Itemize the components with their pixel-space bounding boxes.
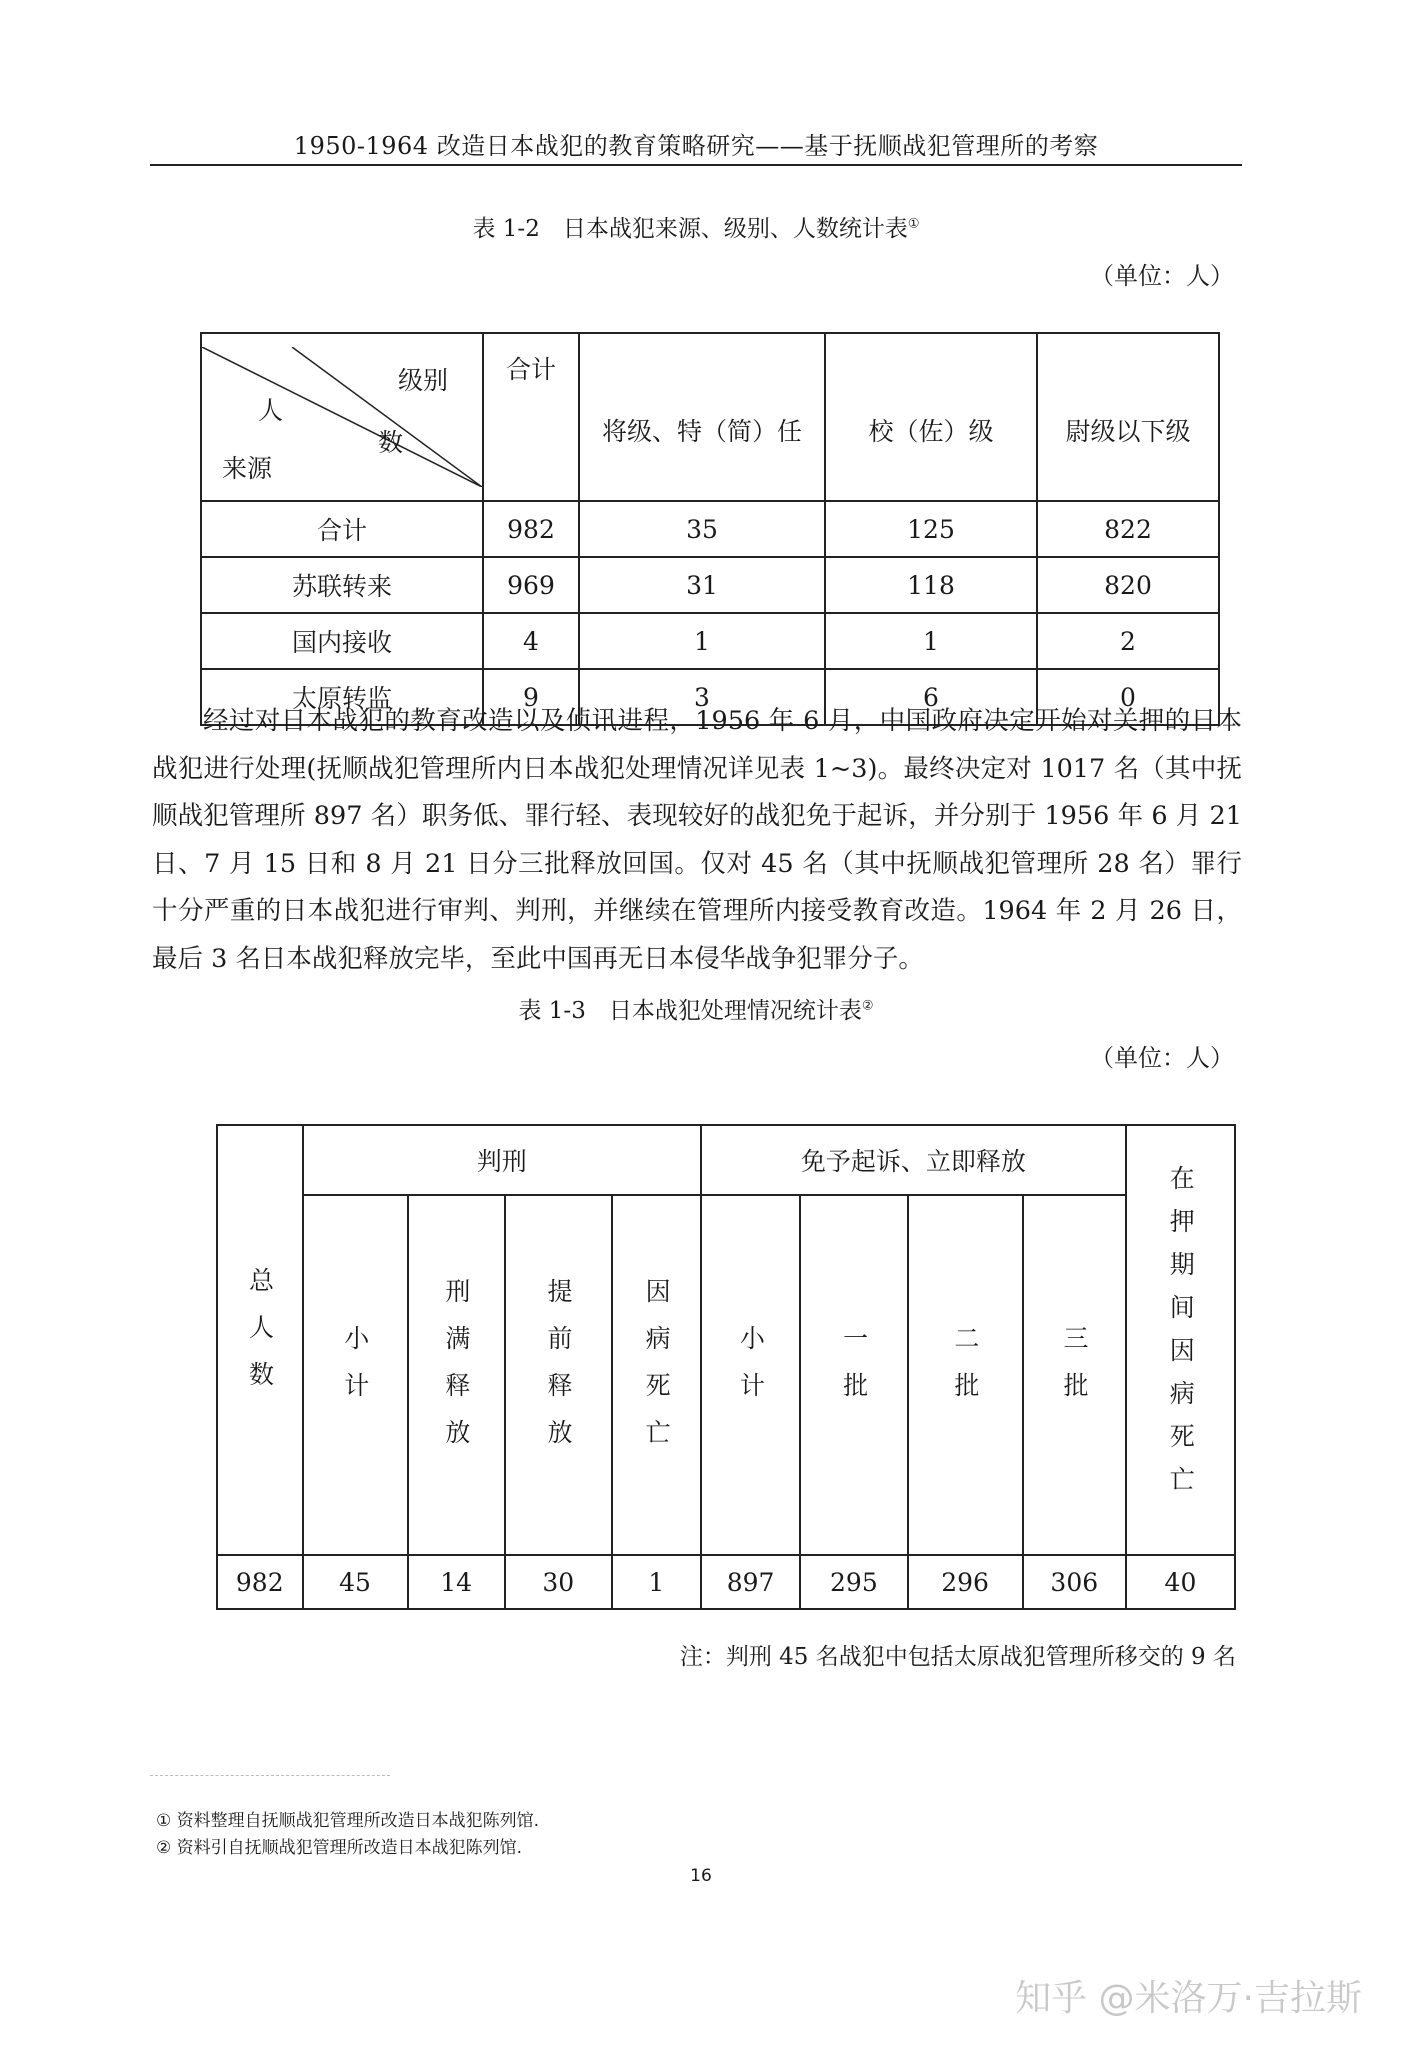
cell: 295 [800,1555,907,1609]
table2-values-row [217,1555,1235,1609]
sub-label: 二批 [950,1325,980,1419]
sub-died [612,1195,701,1555]
row-label: 苏联转来 [201,557,483,613]
cell: 1 [825,613,1037,669]
running-header: 1950-1964 改造日本战犯的教育策略研究——基于抚顺战犯管理所的考察 [293,132,1099,160]
sub-label: 小计 [736,1325,766,1419]
footnote-mark: ② [156,1838,172,1858]
total-label: 总人数 [245,1266,275,1408]
table2-group-sentenced: 判刑 [303,1125,701,1195]
cell: 30 [505,1555,612,1609]
table2-group-row [217,1125,1235,1195]
footnote-rule [150,1775,390,1776]
cell: 9 [483,669,579,725]
table1-col-total: 合计 [483,333,579,501]
cell: 1 [579,613,825,669]
table1-row [201,613,1219,669]
cell: 982 [217,1555,303,1609]
diagonal-header [202,347,482,487]
corner-people-1: 人 [258,396,284,425]
cell: 820 [1037,557,1219,613]
corner-source: 来源 [222,454,273,483]
sub-subtotal-2 [701,1195,800,1555]
cell: 45 [303,1555,408,1609]
cell: 1 [612,1555,701,1609]
cell: 897 [701,1555,800,1609]
table1-footnote-mark: ① [907,216,920,232]
sub-label: 因病死亡 [642,1278,672,1466]
table2-group-released: 免予起诉、立即释放 [701,1125,1126,1195]
sub-served [408,1195,505,1555]
footnote-text: 资料引自抚顺战犯管理所改造日本战犯陈列馆. [176,1838,523,1858]
table1 [200,332,1220,726]
sub-label: 刑满释放 [441,1278,471,1466]
table1-col-colonel: 校（佐）级 [825,333,1037,501]
cell: 2 [1037,613,1219,669]
table1-row [201,557,1219,613]
cell: 31 [579,557,825,613]
table1-col-general: 将级、特（简）任 [579,333,825,501]
footnotes [156,1808,539,1862]
table1-col-lieutenant: 尉级以下级 [1037,333,1219,501]
sub-label: 一批 [839,1325,869,1419]
cell: 822 [1037,501,1219,557]
row-label: 太原转监 [201,669,483,725]
cell: 40 [1126,1555,1235,1609]
cell: 0 [1037,669,1219,725]
sub-label: 小计 [340,1325,370,1419]
sub-batch-3 [1023,1195,1126,1555]
cell: 4 [483,613,579,669]
footnote-2 [156,1835,539,1862]
sub-early [505,1195,612,1555]
corner-level: 级别 [398,366,449,395]
cell: 118 [825,557,1037,613]
header-rule [150,164,1242,166]
table2-note: 注：判刑 45 名战犯中包括太原战犯管理所移交的 9 名 [679,1644,1236,1670]
corner-people-2: 数 [378,428,404,457]
table2-sub-row [217,1195,1235,1555]
body-text: 经过对日本战犯的教育改造以及侦讯进程，1956 年 6 月，中国政府决定开始对关押的日本战犯进行处理(抚顺战犯管理所内日本战犯处理情况详见表 1~3)。最终决定对 1017 名（其中抚顺战犯管理所 897 名）职务低、罪行轻、表现较好的战犯免于起诉，并分别于 1956 年 6 月 21 日、7 月 15 日和 8 月 21 日分三批释放回国。仅对 45 名（其中抚顺战犯管理所 28 名）罪行十分严重的日本战犯进行审判、判刑，并继续在管理所内接受教育改造。1964 年 2 月 26 日，最后 3 名日本战犯释放完毕，至此中国再无日本侵华战争犯罪分子。 [152,706,1242,974]
footnote-1 [156,1808,539,1835]
table2 [216,1124,1236,1610]
cell: 982 [483,501,579,557]
row-label: 合计 [201,501,483,557]
cell: 125 [825,501,1037,557]
died-label: 在押期间因病死亡 [1166,1165,1196,1509]
sub-label: 提前释放 [543,1278,573,1466]
body-paragraph [152,698,1242,983]
cell: 35 [579,501,825,557]
table2-caption [150,992,1242,1025]
table1-caption-text: 表 1-2 日本战犯来源、级别、人数统计表 [472,216,908,242]
cell: 3 [579,669,825,725]
sub-label: 三批 [1060,1325,1090,1419]
sub-batch-1 [800,1195,907,1555]
sub-subtotal-1 [303,1195,408,1555]
table1-unit: （单位：人） [1090,262,1234,290]
table1-corner-cell [201,333,483,501]
footnote-mark: ① [156,1811,172,1831]
footnote-text: 资料整理自抚顺战犯管理所改造日本战犯陈列馆. [176,1811,540,1831]
table1-row [201,501,1219,557]
table2-caption-text: 表 1-3 日本战犯处理情况统计表 [518,998,862,1024]
table2-col-died [1126,1125,1235,1555]
row-label: 国内接收 [201,613,483,669]
page-number: 16 [690,1866,712,1886]
cell: 14 [408,1555,505,1609]
cell: 6 [825,669,1037,725]
watermark: 知乎 @米洛万·吉拉斯 [1015,1978,1362,2019]
table2-col-total [217,1125,303,1555]
cell: 296 [908,1555,1023,1609]
table2-footnote-mark: ② [861,998,874,1014]
cell: 969 [483,557,579,613]
cell: 306 [1023,1555,1126,1609]
table1-header-row [201,333,1219,501]
sub-batch-2 [908,1195,1023,1555]
table2-unit: （单位：人） [1090,1044,1234,1072]
table1-caption [150,210,1242,243]
